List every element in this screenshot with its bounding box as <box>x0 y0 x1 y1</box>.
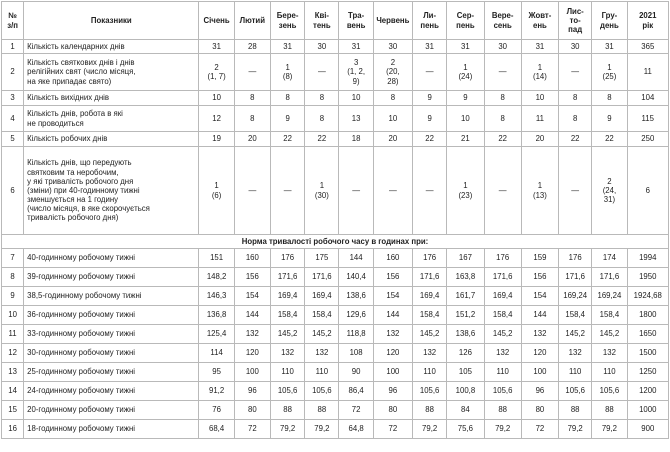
month-value-cell: 30 <box>373 40 412 54</box>
month-value-cell: 145,2 <box>484 325 521 344</box>
month-value-cell: 10 <box>339 91 373 106</box>
row-number: 5 <box>2 132 24 147</box>
month-value-cell: 8 <box>592 91 627 106</box>
month-value-cell: 30 <box>559 40 592 54</box>
month-value-cell: 100 <box>234 363 270 382</box>
month-value-cell: 145,2 <box>413 325 447 344</box>
month-value-cell: — <box>234 147 270 235</box>
month-value-cell: 110 <box>592 363 627 382</box>
month-value-cell: 79,2 <box>592 420 627 439</box>
month-value-cell: — <box>413 147 447 235</box>
month-value-cell: 171,6 <box>305 268 339 287</box>
year-total-cell: 1950 <box>627 268 668 287</box>
month-value-cell: 175 <box>305 249 339 268</box>
month-value-cell: 3 (1, 2, 9) <box>339 54 373 91</box>
month-value-cell: 9 <box>413 91 447 106</box>
row-number: 15 <box>2 401 24 420</box>
row-indicator: 33-годинному робочому тижні <box>24 325 199 344</box>
working-time-table <box>1 1 669 439</box>
month-value-cell: 2 (24, 31) <box>592 147 627 235</box>
month-value-cell: 171,6 <box>270 268 304 287</box>
table-row <box>2 268 669 287</box>
row-number: 1 <box>2 40 24 54</box>
month-value-cell: 88 <box>305 401 339 420</box>
row-indicator: Кількість робочих днів <box>24 132 199 147</box>
month-value-cell: 72 <box>373 420 412 439</box>
header-month: Сер- пень <box>447 2 484 40</box>
month-value-cell: — <box>413 54 447 91</box>
month-value-cell: 1 (8) <box>270 54 304 91</box>
month-value-cell: 144 <box>373 306 412 325</box>
month-value-cell: 22 <box>592 132 627 147</box>
month-value-cell: 20 <box>373 132 412 147</box>
month-value-cell: 169,24 <box>592 287 627 306</box>
month-value-cell: 31 <box>521 40 558 54</box>
row-number: 14 <box>2 382 24 401</box>
table-row <box>2 91 669 106</box>
month-value-cell: 79,2 <box>559 420 592 439</box>
month-value-cell: 160 <box>234 249 270 268</box>
month-value-cell: 84 <box>447 401 484 420</box>
month-value-cell: 13 <box>339 106 373 132</box>
year-total-cell: 11 <box>627 54 668 91</box>
table-body <box>2 40 669 439</box>
row-indicator: Кількість вихідних днів <box>24 91 199 106</box>
month-value-cell: 9 <box>270 106 304 132</box>
month-value-cell: — <box>234 54 270 91</box>
month-value-cell: 100,8 <box>447 382 484 401</box>
month-value-cell: 88 <box>559 401 592 420</box>
month-value-cell: 31 <box>413 40 447 54</box>
month-value-cell: 158,4 <box>484 306 521 325</box>
month-value-cell: 68,4 <box>199 420 234 439</box>
month-value-cell: 8 <box>234 106 270 132</box>
row-indicator: 25-годинному робочому тижні <box>24 363 199 382</box>
row-indicator: 36-годинному робочому тижні <box>24 306 199 325</box>
month-value-cell: 31 <box>199 40 234 54</box>
row-indicator: 18-годинному робочому тижні <box>24 420 199 439</box>
header-month: Гру- день <box>592 2 627 40</box>
month-value-cell: 8 <box>484 106 521 132</box>
month-value-cell: 95 <box>199 363 234 382</box>
month-value-cell: 1 (24) <box>447 54 484 91</box>
month-value-cell: 8 <box>270 91 304 106</box>
month-value-cell: 2 (20, 28) <box>373 54 412 91</box>
month-value-cell: 151,2 <box>447 306 484 325</box>
row-number: 10 <box>2 306 24 325</box>
month-value-cell: 30 <box>484 40 521 54</box>
month-value-cell: 174 <box>592 249 627 268</box>
year-total-cell: 6 <box>627 147 668 235</box>
month-value-cell: 22 <box>559 132 592 147</box>
month-value-cell: 160 <box>373 249 412 268</box>
month-value-cell: 110 <box>270 363 304 382</box>
row-indicator: 40-годинному робочому тижні <box>24 249 199 268</box>
month-value-cell: 2 (1, 7) <box>199 54 234 91</box>
month-value-cell: 132 <box>413 344 447 363</box>
row-number: 11 <box>2 325 24 344</box>
month-value-cell: 176 <box>413 249 447 268</box>
row-number: 13 <box>2 363 24 382</box>
month-value-cell: 125,4 <box>199 325 234 344</box>
month-value-cell: 1 (13) <box>521 147 558 235</box>
month-value-cell: 132 <box>234 325 270 344</box>
year-total-cell: 250 <box>627 132 668 147</box>
month-value-cell: 10 <box>521 91 558 106</box>
month-value-cell: 132 <box>559 344 592 363</box>
table-row <box>2 249 669 268</box>
month-value-cell: 176 <box>559 249 592 268</box>
month-value-cell: 72 <box>339 401 373 420</box>
month-value-cell: 88 <box>592 401 627 420</box>
month-value-cell: 145,2 <box>270 325 304 344</box>
header-month: Лис- то- пад <box>559 2 592 40</box>
table-row <box>2 306 669 325</box>
table-row <box>2 363 669 382</box>
month-value-cell: 110 <box>305 363 339 382</box>
month-value-cell: 12 <box>199 106 234 132</box>
month-value-cell: 19 <box>199 132 234 147</box>
month-value-cell: 118,8 <box>339 325 373 344</box>
month-value-cell: 171,6 <box>559 268 592 287</box>
month-value-cell: 171,6 <box>484 268 521 287</box>
month-value-cell: 105,6 <box>305 382 339 401</box>
month-value-cell: 156 <box>234 268 270 287</box>
table-row <box>2 132 669 147</box>
month-value-cell: 169,4 <box>305 287 339 306</box>
month-value-cell: 158,4 <box>592 306 627 325</box>
row-indicator: Кількість днів, робота в які не проводиться <box>24 106 199 132</box>
month-value-cell: 79,2 <box>413 420 447 439</box>
year-total-cell: 1924,68 <box>627 287 668 306</box>
month-value-cell: — <box>339 147 373 235</box>
month-value-cell: 28 <box>234 40 270 54</box>
month-value-cell: 22 <box>413 132 447 147</box>
table-row <box>2 420 669 439</box>
month-value-cell: 132 <box>373 325 412 344</box>
month-value-cell: 31 <box>592 40 627 54</box>
month-value-cell: 105,6 <box>559 382 592 401</box>
month-value-cell: 80 <box>521 401 558 420</box>
month-value-cell: 144 <box>339 249 373 268</box>
row-number: 16 <box>2 420 24 439</box>
month-value-cell: 120 <box>234 344 270 363</box>
header-month: Кві- тень <box>305 2 339 40</box>
month-value-cell: 105,6 <box>270 382 304 401</box>
month-value-cell: 80 <box>234 401 270 420</box>
year-total-cell: 365 <box>627 40 668 54</box>
month-value-cell: 8 <box>305 91 339 106</box>
month-value-cell: 145,2 <box>559 325 592 344</box>
month-value-cell: 100 <box>521 363 558 382</box>
month-value-cell: 8 <box>234 91 270 106</box>
header-indicator: Показники <box>24 2 199 40</box>
table-row <box>2 147 669 235</box>
month-value-cell: 91,2 <box>199 382 234 401</box>
month-value-cell: 100 <box>373 363 412 382</box>
month-value-cell: 105,6 <box>413 382 447 401</box>
month-value-cell: — <box>484 54 521 91</box>
year-total-cell: 1800 <box>627 306 668 325</box>
header-month: Тра- вень <box>339 2 373 40</box>
month-value-cell: 126 <box>447 344 484 363</box>
month-value-cell: 31 <box>270 40 304 54</box>
section-row <box>2 235 669 249</box>
header-month: Бере- зень <box>270 2 304 40</box>
row-number: 12 <box>2 344 24 363</box>
month-value-cell: 22 <box>484 132 521 147</box>
month-value-cell: — <box>373 147 412 235</box>
month-value-cell: 22 <box>270 132 304 147</box>
month-value-cell: 144 <box>234 306 270 325</box>
month-value-cell: 169,4 <box>413 287 447 306</box>
header-month: Вере- сень <box>484 2 521 40</box>
year-total-cell: 900 <box>627 420 668 439</box>
month-value-cell: 169,4 <box>484 287 521 306</box>
month-value-cell: 145,2 <box>305 325 339 344</box>
month-value-cell: 88 <box>270 401 304 420</box>
month-value-cell: 158,4 <box>270 306 304 325</box>
month-value-cell: 144 <box>521 306 558 325</box>
month-value-cell: 176 <box>270 249 304 268</box>
month-value-cell: 8 <box>559 91 592 106</box>
month-value-cell: — <box>559 54 592 91</box>
month-value-cell: 158,4 <box>305 306 339 325</box>
table-row <box>2 54 669 91</box>
row-number: 4 <box>2 106 24 132</box>
month-value-cell: 30 <box>305 40 339 54</box>
month-value-cell: 110 <box>559 363 592 382</box>
month-value-cell: 129,6 <box>339 306 373 325</box>
month-value-cell: 110 <box>484 363 521 382</box>
month-value-cell: 114 <box>199 344 234 363</box>
month-value-cell: — <box>305 54 339 91</box>
month-value-cell: 1 (30) <box>305 147 339 235</box>
month-value-cell: 76 <box>199 401 234 420</box>
month-value-cell: 90 <box>339 363 373 382</box>
month-value-cell: 158,4 <box>413 306 447 325</box>
table-row <box>2 40 669 54</box>
header-month: Лютий <box>234 2 270 40</box>
row-indicator: Кількість календарних днів <box>24 40 199 54</box>
month-value-cell: 108 <box>339 344 373 363</box>
year-total-cell: 1650 <box>627 325 668 344</box>
month-value-cell: 96 <box>234 382 270 401</box>
month-value-cell: 9 <box>592 106 627 132</box>
row-indicator: Кількість святкових днів і днів релігійних свят (число місяця, на яке припадає свято) <box>24 54 199 91</box>
month-value-cell: 156 <box>521 268 558 287</box>
header-month: Ли- пень <box>413 2 447 40</box>
row-indicator: 30-годинному робочому тижні <box>24 344 199 363</box>
header-month: Січень <box>199 2 234 40</box>
month-value-cell: 96 <box>373 382 412 401</box>
row-indicator: Кількість днів, що передують святковим та неробочим, у які тривалість робочого дня (зміни) при 40-годинному тижні зменшується на 1 годину (число місяця, в яке скорочується тривалість робочого дня) <box>24 147 199 235</box>
row-indicator: 20-годинному робочому тижні <box>24 401 199 420</box>
month-value-cell: 21 <box>447 132 484 147</box>
row-number: 9 <box>2 287 24 306</box>
month-value-cell: 22 <box>305 132 339 147</box>
month-value-cell: 132 <box>305 344 339 363</box>
month-value-cell: 136,8 <box>199 306 234 325</box>
month-value-cell: 171,6 <box>413 268 447 287</box>
row-number: 8 <box>2 268 24 287</box>
month-value-cell: 1 (14) <box>521 54 558 91</box>
month-value-cell: 120 <box>373 344 412 363</box>
month-value-cell: 72 <box>521 420 558 439</box>
month-value-cell: 18 <box>339 132 373 147</box>
row-indicator: 24-годинному робочому тижні <box>24 382 199 401</box>
month-value-cell: 88 <box>413 401 447 420</box>
month-value-cell: 20 <box>521 132 558 147</box>
month-value-cell: — <box>484 147 521 235</box>
month-value-cell: 72 <box>234 420 270 439</box>
month-value-cell: 138,6 <box>447 325 484 344</box>
table-row <box>2 287 669 306</box>
month-value-cell: — <box>270 147 304 235</box>
month-value-cell: 110 <box>413 363 447 382</box>
row-number: 3 <box>2 91 24 106</box>
header-row <box>2 2 669 40</box>
month-value-cell: 31 <box>447 40 484 54</box>
month-value-cell: 88 <box>484 401 521 420</box>
month-value-cell: 10 <box>373 106 412 132</box>
month-value-cell: 8 <box>559 106 592 132</box>
table-row <box>2 401 669 420</box>
year-total-cell: 1200 <box>627 382 668 401</box>
month-value-cell: 169,4 <box>270 287 304 306</box>
year-total-cell: 104 <box>627 91 668 106</box>
header-year: 2021 рік <box>627 2 668 40</box>
month-value-cell: 1 (23) <box>447 147 484 235</box>
year-total-cell: 1250 <box>627 363 668 382</box>
month-value-cell: 132 <box>592 344 627 363</box>
table-row <box>2 106 669 132</box>
row-number: 2 <box>2 54 24 91</box>
month-value-cell: 96 <box>521 382 558 401</box>
header-month: Червень <box>373 2 412 40</box>
month-value-cell: 105,6 <box>484 382 521 401</box>
table-row <box>2 382 669 401</box>
month-value-cell: 156 <box>373 268 412 287</box>
month-value-cell: 167 <box>447 249 484 268</box>
row-number: 6 <box>2 147 24 235</box>
year-total-cell: 1500 <box>627 344 668 363</box>
month-value-cell: 86,4 <box>339 382 373 401</box>
month-value-cell: 158,4 <box>559 306 592 325</box>
month-value-cell: 159 <box>521 249 558 268</box>
row-indicator: 39-годинному робочому тижні <box>24 268 199 287</box>
month-value-cell: 75,6 <box>447 420 484 439</box>
month-value-cell: 9 <box>413 106 447 132</box>
month-value-cell: 148,2 <box>199 268 234 287</box>
month-value-cell: 140,4 <box>339 268 373 287</box>
month-value-cell: 138,6 <box>339 287 373 306</box>
month-value-cell: 169,24 <box>559 287 592 306</box>
month-value-cell: 151 <box>199 249 234 268</box>
row-number: 7 <box>2 249 24 268</box>
month-value-cell: 11 <box>521 106 558 132</box>
section-title: Норма тривалості робочого часу в годинах при: <box>2 235 669 249</box>
month-value-cell: 154 <box>373 287 412 306</box>
row-indicator: 38,5-годинному робочому тижні <box>24 287 199 306</box>
month-value-cell: 8 <box>373 91 412 106</box>
month-value-cell: 31 <box>339 40 373 54</box>
month-value-cell: 146,3 <box>199 287 234 306</box>
month-value-cell: 132 <box>484 344 521 363</box>
table-row <box>2 344 669 363</box>
month-value-cell: 163,8 <box>447 268 484 287</box>
table-row <box>2 325 669 344</box>
month-value-cell: 8 <box>305 106 339 132</box>
month-value-cell: — <box>559 147 592 235</box>
month-value-cell: 64,8 <box>339 420 373 439</box>
month-value-cell: 9 <box>447 91 484 106</box>
month-value-cell: 145,2 <box>592 325 627 344</box>
month-value-cell: 105 <box>447 363 484 382</box>
month-value-cell: 171,6 <box>592 268 627 287</box>
year-total-cell: 115 <box>627 106 668 132</box>
header-no: № з/п <box>2 2 24 40</box>
month-value-cell: 79,2 <box>270 420 304 439</box>
month-value-cell: 105,6 <box>592 382 627 401</box>
header-month: Жовт- ень <box>521 2 558 40</box>
month-value-cell: 10 <box>199 91 234 106</box>
month-value-cell: 79,2 <box>484 420 521 439</box>
month-value-cell: 80 <box>373 401 412 420</box>
month-value-cell: 120 <box>521 344 558 363</box>
month-value-cell: 176 <box>484 249 521 268</box>
month-value-cell: 20 <box>234 132 270 147</box>
month-value-cell: 10 <box>447 106 484 132</box>
year-total-cell: 1000 <box>627 401 668 420</box>
month-value-cell: 79,2 <box>305 420 339 439</box>
month-value-cell: 1 (25) <box>592 54 627 91</box>
month-value-cell: 132 <box>521 325 558 344</box>
month-value-cell: 154 <box>234 287 270 306</box>
month-value-cell: 161,7 <box>447 287 484 306</box>
year-total-cell: 1994 <box>627 249 668 268</box>
month-value-cell: 154 <box>521 287 558 306</box>
month-value-cell: 132 <box>270 344 304 363</box>
month-value-cell: 8 <box>484 91 521 106</box>
month-value-cell: 1 (6) <box>199 147 234 235</box>
